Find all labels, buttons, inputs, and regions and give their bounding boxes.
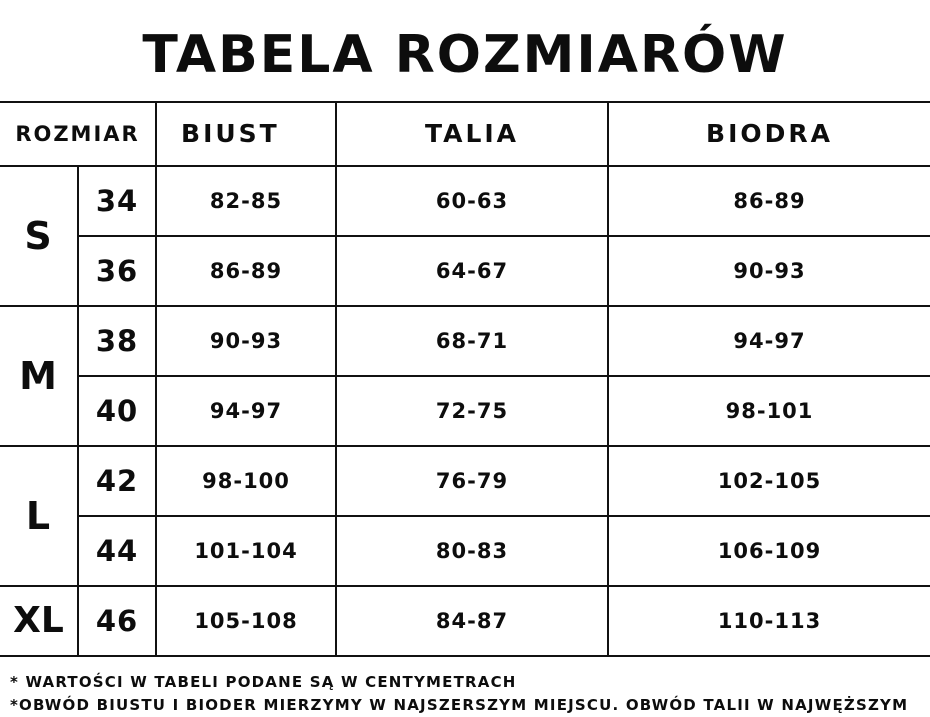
measure-biodra: 106-109 bbox=[608, 516, 930, 586]
measure-talia: 60-63 bbox=[336, 166, 608, 236]
column-header-biust: BIUST bbox=[156, 102, 336, 166]
table-row bbox=[0, 236, 930, 306]
size-number: 42 bbox=[78, 446, 156, 516]
footnote-units: * WARTOŚCI W TABELI PODANE SĄ W CENTYMETRACH bbox=[10, 672, 517, 691]
measure-biodra: 98-101 bbox=[608, 376, 930, 446]
size-table bbox=[0, 101, 930, 657]
measure-biust: 94-97 bbox=[156, 376, 336, 446]
page-title: TABELA ROZMIARÓW bbox=[142, 25, 788, 85]
size-number: 34 bbox=[78, 166, 156, 236]
table-row bbox=[0, 306, 930, 376]
measure-biust: 82-85 bbox=[156, 166, 336, 236]
table-header-row bbox=[0, 102, 930, 166]
size-letter-m: M bbox=[0, 306, 78, 446]
size-number: 38 bbox=[78, 306, 156, 376]
measure-biodra: 90-93 bbox=[608, 236, 930, 306]
measure-biust: 105-108 bbox=[156, 586, 336, 656]
size-number: 40 bbox=[78, 376, 156, 446]
measure-biodra: 102-105 bbox=[608, 446, 930, 516]
measure-talia: 68-71 bbox=[336, 306, 608, 376]
table-row bbox=[0, 586, 930, 656]
measure-biodra: 86-89 bbox=[608, 166, 930, 236]
size-number: 44 bbox=[78, 516, 156, 586]
footnotes bbox=[0, 657, 930, 717]
measure-biust: 86-89 bbox=[156, 236, 336, 306]
size-letter-l: L bbox=[0, 446, 78, 586]
table-row bbox=[0, 376, 930, 446]
measure-talia: 80-83 bbox=[336, 516, 608, 586]
column-header-rozmiar: ROZMIAR bbox=[0, 102, 156, 166]
column-header-biodra: BIODRA bbox=[608, 102, 930, 166]
measure-biust: 90-93 bbox=[156, 306, 336, 376]
footnote-measuring: *OBWÓD BIUSTU I BIODER MIERZYMY W NAJSZERSZYM MIEJSCU. OBWÓD TALII W NAJWĘŻSZYM bbox=[10, 695, 909, 714]
measure-talia: 76-79 bbox=[336, 446, 608, 516]
table-row bbox=[0, 446, 930, 516]
measure-talia: 64-67 bbox=[336, 236, 608, 306]
table-row bbox=[0, 166, 930, 236]
measure-biodra: 94-97 bbox=[608, 306, 930, 376]
size-letter-s: S bbox=[0, 166, 78, 306]
measure-talia: 84-87 bbox=[336, 586, 608, 656]
size-letter-xl: XL bbox=[0, 586, 78, 656]
measure-biust: 101-104 bbox=[156, 516, 336, 586]
measure-biodra: 110-113 bbox=[608, 586, 930, 656]
column-header-talia: TALIA bbox=[336, 102, 608, 166]
size-number: 46 bbox=[78, 586, 156, 656]
size-number: 36 bbox=[78, 236, 156, 306]
measure-biust: 98-100 bbox=[156, 446, 336, 516]
measure-talia: 72-75 bbox=[336, 376, 608, 446]
table-row bbox=[0, 516, 930, 586]
